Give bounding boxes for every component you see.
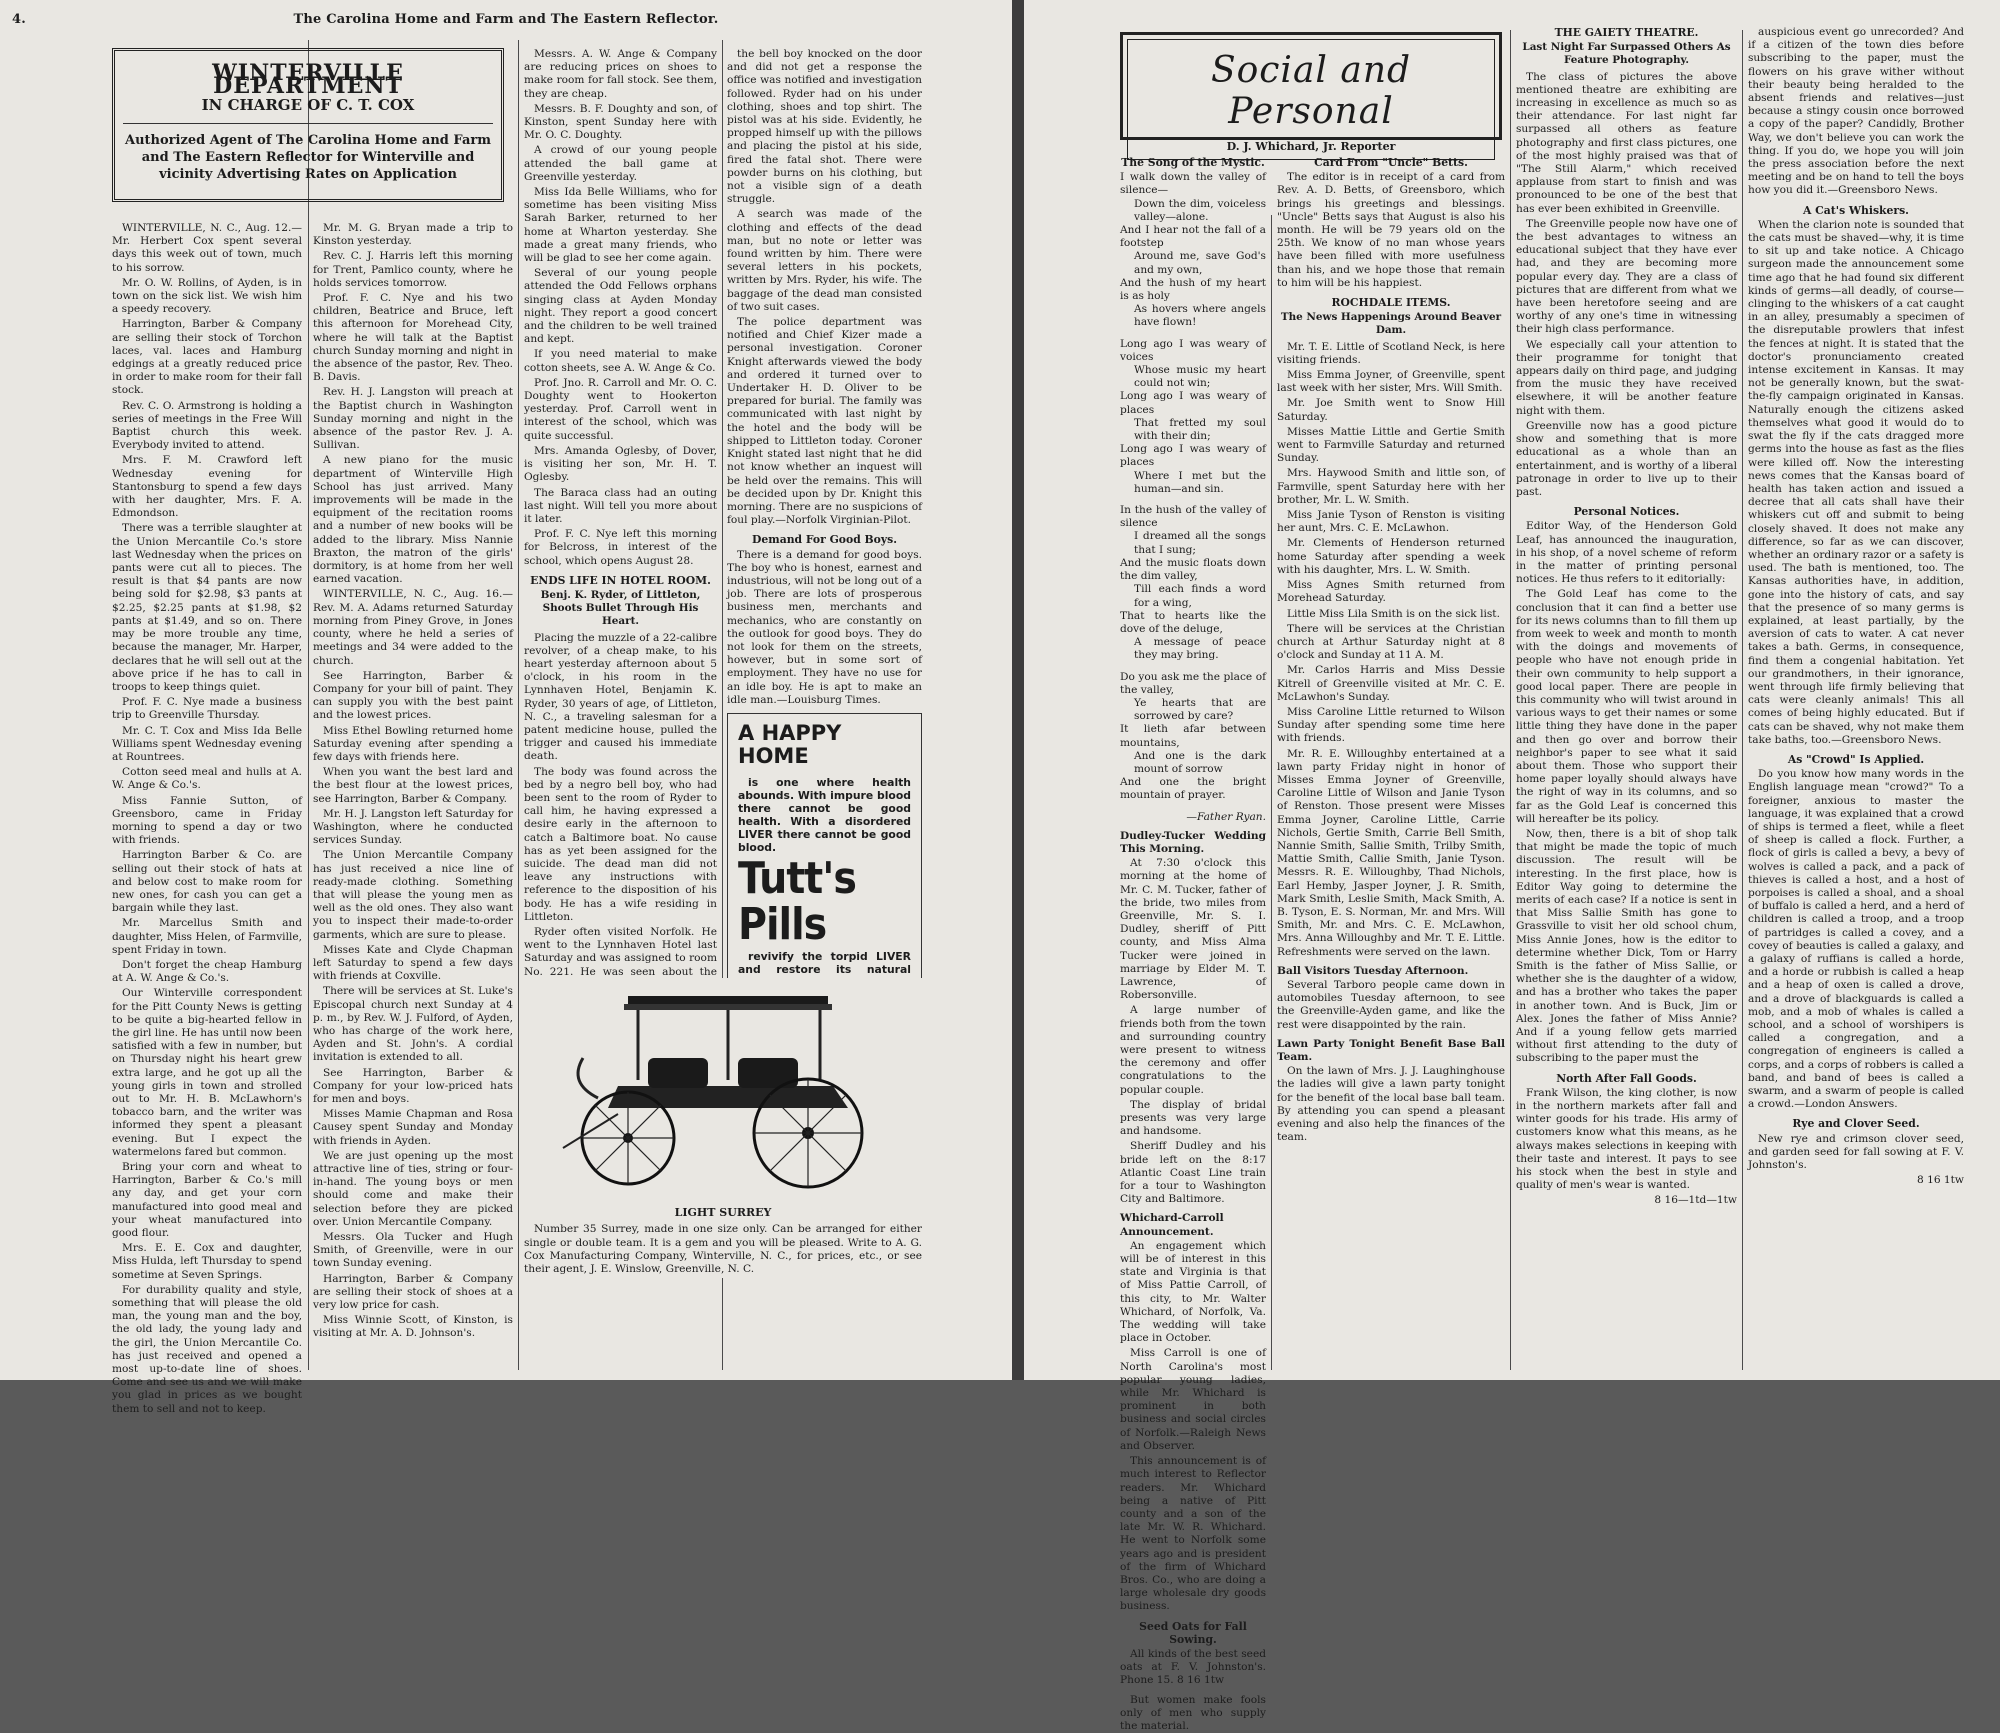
poem-author: —Father Ryan. bbox=[1186, 810, 1266, 823]
right-column-3 bbox=[1516, 26, 1737, 1356]
department-box-wrap bbox=[112, 48, 504, 216]
news-item: Our Winterville correspondent for the Pitt County News is getting to be quite a big-hearted fellow in the girl line. He has until now been satisfied with a few in number, but on Thursday night his heart grew extra large, and he got up all the young girls in town and strolled out to Mr. H. B. McLawhorn's tobacco barn, and the writer was informed they spent a pleasant evening. But I expect the watermelons fared but common. bbox=[112, 987, 302, 1158]
personal-notices-paragraph: The Gold Leaf has come to the conclusion that it can find a better use for its news columns than to fill them up from week to week and month to month with the doings and movements of people who have not enough pride in their own community to help support a good local paper. There are people in this community who will twist around in various ways to get their names or some little thing they have done in the paper and then go over and borrow their neighbor's paper to see what it said about them. Those who support their home paper loyally should always have the right of way in its columns, and so far as the Gold Leaf is concerned this will hereafter be its policy. bbox=[1516, 588, 1737, 825]
poem-line: Where I met but the human—and sin. bbox=[1134, 469, 1266, 495]
crowd-text: Do you know how many words in the English language mean "crowd?" To a foreigner, anxious to master the language, it was explained that a crowd of ships is termed a fleet, while a fleet of sheep is called a flock. Further, a flock of girls is called a bevy, a bevy of wolves is called a pack, and a pack of thieves is called a host, and a host of porpoises is called a shoal, and a shoal of buffalo is called a herd, and a herd of children is called a troop, and a troop of partridges is called a covey, and a covey of beauties is called a galaxy, and a galaxy of ruffians is called a horde, and a horde or rubbish is called a heap and a heap of oxen is called a drove, and a drove of blackguards is called a mob, and a mob of whales is called a school, and a school of worshipers is called a congregation, and a congregation of engineers is called a corps, and a corps of robbers is called a band, and band of bees is called a swarm, and a swarm of people is called a crowd.—London Answers. bbox=[1748, 768, 1964, 1111]
rochdale-item: Mr. R. E. Willoughby entertained at a lawn party Friday night in honor of Misses Emma Joyner of Greenville, Caroline Little of Wilson and Janie Tyson of Renston. Those present were Misses Emma Joyner, Caroline Little, Carrie Nichols, Gertie Smith, Carrie Bell Smith, Nannie Smith, Sallie Smith, Trilby Smith, Mattie Smith, Callie Smith, Janie Tyson. Messrs. R. E. Willoughby, Thad Nichols, Earl Hemby, Jasper Joyner, J. R. Smith, Mark Smith, Leslie Smith, Mack Smith, A. B. Tyson, E. S. Norman, Mr. and Mrs. Will Smith, Mr. and Mrs. C. E. McLawhon, Mrs. Anna Willoughby and Mr. T. E. Little. Refreshments were served on the lawn. bbox=[1277, 747, 1505, 958]
north-text: Frank Wilson, the king clother, is now in the northern markets after fall and winter goods for his trade. His army of customers know what this means, as he always makes selections in keeping with their taste and interest. It pays to see his stock when the best in style and quality of men's wear is wanted. bbox=[1516, 1086, 1737, 1192]
poem-line: Long ago I was weary of places bbox=[1120, 443, 1266, 469]
rochdale-item: Miss Caroline Little returned to Wilson Sunday after spending some time here with friends. bbox=[1277, 705, 1505, 745]
dudley-paragraph: The display of bridal presents was very large and handsome. bbox=[1120, 1098, 1266, 1138]
surrey-ad bbox=[524, 978, 922, 1278]
news-item: There will be services at St. Luke's Episcopal church next Sunday at 4 p. m., by Rev. W. J. Fulford, of Ayden, who has charge of the work here, Ayden and St. John's. A cordial invitation is extended to all. bbox=[313, 985, 513, 1064]
news-item: If you need material to make cotton sheets, see A. W. Ange & Co. bbox=[524, 348, 717, 374]
news-item: Rev. C. O. Armstrong is holding a series of meetings in the Free Will Baptist church this week. Everybody invited to attend. bbox=[112, 399, 302, 452]
divider bbox=[123, 123, 493, 124]
social-reporter: D. J. Whichard, Jr. Reporter bbox=[1226, 140, 1396, 153]
page-number: 4. bbox=[12, 12, 26, 27]
poem-line: Long ago I was weary of voices bbox=[1120, 337, 1266, 363]
personal-notices-headline: Personal Notices. bbox=[1573, 505, 1680, 519]
poem-line: In the hush of the valley of silence bbox=[1120, 504, 1266, 530]
news-item: Don't forget the cheap Hamburg at A. W. Ange & Co.'s. bbox=[112, 958, 302, 985]
seed-oats-headline: Seed Oats for Fall Sowing. bbox=[1139, 1619, 1247, 1646]
rochdale-item: Mr. Joe Smith went to Snow Hill Saturday. bbox=[1277, 397, 1505, 423]
news-item: See Harrington, Barber & Company for your low-priced hats for men and boys. bbox=[313, 1066, 513, 1105]
poem-line: A message of peace they may bring. bbox=[1134, 636, 1266, 662]
news-item: Mrs. Amanda Oglesby, of Dover, is visiting her son, Mr. H. T. Oglesby. bbox=[524, 444, 717, 484]
news-item: Mr. C. T. Cox and Miss Ida Belle Williams spent Wednesday evening at Rountrees. bbox=[112, 724, 302, 763]
running-head bbox=[0, 12, 1012, 27]
poem-line: As hovers where angels have flown! bbox=[1134, 303, 1266, 329]
social-title: Social and Personal bbox=[1210, 50, 1412, 132]
poem-line: And the music floats down the dim valley, bbox=[1120, 556, 1266, 583]
news-item: Harrington, Barber & Company are selling their stock of Torchon laces, val. laces and Hamburg edgings at a greatly reduced price in order to make room for their fall stock. bbox=[112, 318, 302, 397]
department-title: WINTERVILLE DEPARTMENT bbox=[212, 60, 404, 100]
poem-line: Do you ask me the place of the valley, bbox=[1120, 670, 1266, 696]
boys-headline: Demand For Good Boys. bbox=[752, 533, 897, 547]
story-paragraph: The police department was notified and Chief Kizer made a personal investigation. Coroner Knight afterwards viewed the body and ordered it turned over to Undertaker H. D. Oliver to be prepared for burial. The family was communicated with last night by the hotel and the body will be shipped to Littleton today. Coroner Knight stated last night that he did not know whether an inquest will be held over the remains. This will be decided upon by Dr. Knight this morning. There are no suspicions of foul play.—Norfolk Virginian-Pilot. bbox=[727, 316, 922, 527]
news-item: When you want the best lard and the best flour at the lowest prices, see Harrington, Barber & Company. bbox=[313, 766, 513, 805]
col-continuation: auspicious event go unrecorded? And if a citizen of the town dies before subscribing to the paper, must the flowers on his grave wither without their beauty being heralded to the absent friends and relatives—just because a stingy cousin once borrowed a copy of the paper? Candidly, Brother Way, we don't believe you can work the thing. If you do, we hope you will join the press association before the next meeting and be on hand to tell the boys how you did it.—Greensboro News. bbox=[1748, 26, 1964, 197]
column-rule bbox=[1742, 30, 1743, 1370]
whichard-paragraph: An engagement which will be of interest in this state and Virginia is that of Miss Pattie Carroll, of this city, to Mr. Walter Whichard, of Norfolk, Va. The wedding will take place in October. bbox=[1120, 1239, 1266, 1345]
right-column-4 bbox=[1748, 26, 1964, 1356]
rochdale-item: Miss Janie Tyson of Renston is visiting her aunt, Mrs. C. E. McLawhon. bbox=[1277, 509, 1505, 535]
story-paragraph: A search was made of the clothing and effects of the dead man, but no note or letter was found written by him. There were several letters in his pockets, written by Mrs. Ryder, his wife. The baggage of the dead man consisted of two suit cases. bbox=[727, 208, 922, 313]
poem-line: And the hush of my heart is as holy bbox=[1120, 276, 1266, 303]
north-tag: 8 16—1td—1tw bbox=[1654, 1194, 1737, 1207]
news-item: We are just opening up the most attractive line of ties, string or four-in-hand. The young boys or men should come and make their selection before they are picked over. Union Mercantile Company. bbox=[313, 1149, 513, 1228]
news-item: There was a terrible slaughter at the Union Mercantile Co.'s store last Wednesday when the prices on pants were cut all to pieces. The result is that $4 pants are now being sold for $2.98, $3 pants at $2.25, $2.25 pants at $1.98, $2 pants at $1.49, and so on. There may be more trouble any time, because the manager, Mr. Harper, declares that he will sell out at the above price if he has to call in troops to keep things quiet. bbox=[112, 522, 302, 693]
ad-tagline: revivify the torpid LIVER and restore its natural bbox=[738, 949, 911, 976]
poem-line: Till each finds a word for a wing, bbox=[1134, 583, 1266, 609]
right-page bbox=[1024, 0, 2000, 1732]
news-item: Messrs. B. F. Doughty and son, of Kinston, spent Sunday here with Mr. O. C. Doughty. bbox=[524, 102, 717, 142]
gaiety-paragraph: We especially call your attention to their programme for tonight that appears daily on third page, and judging from the music they have received elsewhere, it will be another feature night with them. bbox=[1516, 338, 1737, 417]
personal-notices-paragraph: Editor Way, of the Henderson Gold Leaf, has announced the inauguration, in his shop, of a novel scheme of reform in the matter of printing personal notices. He thus refers to it editorially: bbox=[1516, 520, 1737, 586]
poem-line: It lieth afar between mountains, bbox=[1120, 723, 1266, 749]
news-item: Miss Winnie Scott, of Kinston, is visiting at Mr. A. D. Johnson's. bbox=[313, 1314, 513, 1340]
news-item: The Union Mercantile Company has just received a nice line of ready-made clothing. Something that will please the young men as well as the old ones. They also want you to inspect their made-to-order garments, which are sure to please. bbox=[313, 849, 513, 941]
seed-oats-extra: But women make fools only of men who supply the material. bbox=[1120, 1693, 1266, 1732]
surrey-text: Number 35 Surrey, made in one size only. Can be arranged for either single or double team. It is a gem and you will be pleased. Write to A. G. Cox Manufacturing Company, Winterville, N. C., for prices, etc., or see their agent, J. E. Winslow, Greenville, N. C. bbox=[524, 1223, 922, 1276]
news-item: Miss Fannie Sutton, of Greensboro, came in Friday morning to spend a day or two with friends. bbox=[112, 794, 302, 847]
rochdale-item: Misses Mattie Little and Gertie Smith went to Farmville Saturday and returned Sunday. bbox=[1277, 425, 1505, 465]
right-column-2 bbox=[1277, 156, 1505, 1356]
north-headline: North After Fall Goods. bbox=[1556, 1071, 1697, 1085]
news-item: WINTERVILLE, N. C., Aug. 12.—Mr. Herbert Cox spent several days this week out of town, much to his sorrow. bbox=[112, 222, 302, 274]
poem-line: Down the dim, voiceless valley—alone. bbox=[1134, 197, 1266, 223]
ad-headline: A HAPPY HOME bbox=[738, 720, 842, 768]
ad-body: is one where health abounds. With impure blood there cannot be good health. With a disordered LIVER there cannot be good blood. bbox=[738, 775, 911, 854]
gaiety-subheadline: Last Night Far Surpassed Others As Feature Photography. bbox=[1522, 41, 1731, 67]
right-column-1 bbox=[1120, 156, 1266, 1732]
news-item: A crowd of our young people attended the ball game at Greenville yesterday. bbox=[524, 144, 717, 183]
dudley-paragraph: Sheriff Dudley and his bride left on the 8:17 Atlantic Coast Line train for a tour to Washington City and Baltimore. bbox=[1120, 1140, 1266, 1206]
whiskers-text: When the clarion note is sounded that the cats must be shaved—why, it is time to sit up and take notice. A Chicago surgeon made the announcement some time ago that he had found six different kinds of germs—all deadly, of course—clinging to the whiskers of a cat caught in an alley, presumably a specimen of the disreputable prowlers that infest the fences at night. It is stated that the doctor's pronunciamento created intense excitement in Kansas. It may not be generally known, but the swat-the-fly campaign originated in Kansas. Naturally enough the citizens asked themselves what good it would do to swat the fly if the cats dragged more germs into the house as fast as the flies were killed off. Now the interesting news comes that the Kansas board of health has taken action and issued a decree that all cats shall have their whiskers cut off and submit to being closely shaved. It does not make any difference, so far as we can discover, whether an ordinary razor or a safety is used. The bath is mentioned, too. The Kansas authorities have, in addition, gone into the history of cats, and say that the presence of so many germs is explained, at least partially, by the aversion of cats to water. A cat never takes a bath. Germs, in consequence, find them a congenial habitation. Yet our grandmothers, in their ignorance, went through life firmly believing that cats were cleanly animals! This all comes of being highly educated. But if cats can be shaved, why not make them take baths, too.—Greensboro News. bbox=[1748, 218, 1964, 746]
rye-tag: 8 16 1tw bbox=[1916, 1174, 1964, 1187]
carriage-illustration bbox=[558, 988, 888, 1198]
rochdale-subheadline: The News Happenings Around Beaver Dam. bbox=[1280, 311, 1502, 337]
news-item: Prof. Jno. R. Carroll and Mr. O. C. Doughty went to Hookerton yesterday. Prof. Carroll went in interest of the school, which was quite successful. bbox=[524, 376, 717, 442]
left-page bbox=[0, 0, 1012, 1415]
news-item: Messrs. A. W. Ange & Company are reducing prices on shoes to make room for fall stock. See them, they are cheap. bbox=[524, 48, 717, 100]
news-item: Misses Mamie Chapman and Rosa Causey spent Sunday and Monday with friends in Ayden. bbox=[313, 1108, 513, 1147]
poem-line: And I hear not the fall of a footstep bbox=[1120, 224, 1266, 250]
lawn-text: On the lawn of Mrs. J. J. Laughinghouse the ladies will give a lawn party tonight for the benefit of the local base ball team. By attending you can spend a pleasant evening and also help the finances of the team. bbox=[1277, 1065, 1505, 1144]
rochdale-item: Mr. T. E. Little of Scotland Neck, is here visiting friends. bbox=[1277, 340, 1505, 366]
rochdale-item: Mr. Carlos Harris and Miss Dessie Kitrell of Greenville visited at Mr. C. E. McLawhon's Sunday. bbox=[1277, 664, 1505, 703]
news-item: Harrington, Barber & Company are selling their stock of shoes at a very low price for cash. bbox=[313, 1272, 513, 1312]
gaiety-headline: THE GAIETY THEATRE. bbox=[1554, 26, 1699, 39]
news-item: Several of our young people attended the Odd Fellows orphans singing class at Ayden Monday night. They report a good concert and the children to be well trained and kept. bbox=[524, 267, 717, 346]
poem-line: Around me, save God's and my own, bbox=[1134, 250, 1266, 276]
news-item: Messrs. Ola Tucker and Hugh Smith, of Greenville, were in our town Sunday evening. bbox=[313, 1231, 513, 1270]
left-column-2 bbox=[313, 222, 513, 1372]
department-masthead bbox=[112, 48, 504, 202]
poem-stanza bbox=[1120, 171, 1266, 329]
news-item: See Harrington, Barber & Company for your bill of paint. They can supply you with the best paint and the lowest prices. bbox=[313, 669, 513, 722]
poem-line: And one the bright mountain of prayer. bbox=[1120, 776, 1266, 802]
news-item: Misses Kate and Clyde Chapman left Saturday to spend a few days with friends at Coxville. bbox=[313, 943, 513, 983]
dudley-paragraph: A large number of friends both from the town and surrounding country were present to witness the ceremony and offer congratulations to the popular couple. bbox=[1120, 1004, 1266, 1096]
news-item: Harrington Barber & Co. are selling out their stock of hats at and below cost to make room for new ones, for cash you can get a bargain while they last. bbox=[112, 849, 302, 915]
gaiety-paragraph: Greenville now has a good picture show and something that is more educational as a whole than an entertainment, and is worthy of a liberal patronage in order to live up to their past. bbox=[1516, 419, 1737, 498]
poem-line: And one is the dark mount of sorrow bbox=[1134, 749, 1266, 775]
news-item: Mr. H. J. Langston left Saturday for Washington, where he conducted services Sunday. bbox=[313, 807, 513, 847]
crowd-headline: As "Crowd" Is Applied. bbox=[1787, 752, 1925, 766]
poem-title: The Song of the Mystic. bbox=[1121, 156, 1265, 169]
news-item: Mrs. E. E. Cox and daughter, Miss Hulda, left Thursday to spend sometime at Seven Springs. bbox=[112, 1242, 302, 1281]
column-rule bbox=[308, 40, 309, 1370]
rochdale-item: Miss Agnes Smith returned from Morehead Saturday. bbox=[1277, 579, 1505, 605]
poem-line: Ye hearts that are sorrowed by care? bbox=[1134, 696, 1266, 723]
poem bbox=[1120, 171, 1266, 802]
column-rule bbox=[1510, 30, 1511, 1370]
ad-product-name: Tutt's Pills bbox=[738, 852, 856, 950]
story-paragraph: Ryder often visited Norfolk. He went to the Lynnhaven Hotel last Saturday and was assigned to room No. 221. He was seen about the bbox=[524, 926, 717, 978]
news-item: WINTERVILLE, N. C., Aug. 16.—Rev. M. A. Adams returned Saturday morning from Piney Grove, in Jones county, where he held a series of meetings and 34 were added to the church. bbox=[313, 588, 513, 667]
news-item: Mr. O. W. Rollins, of Ayden, is in town on the sick list. We wish him a speedy recovery. bbox=[112, 276, 302, 316]
page-gutter bbox=[1012, 0, 1024, 1380]
poem-stanza bbox=[1120, 338, 1266, 496]
seed-oats-text: All kinds of the best seed oats at F. V. Johnston's. Phone 15. 8 16 1tw bbox=[1120, 1647, 1266, 1687]
news-item: Miss Ethel Bowling returned home Saturday evening after spending a few days with friends here. bbox=[313, 724, 513, 763]
poem-line: I dreamed all the songs that I sung; bbox=[1134, 530, 1266, 556]
rochdale-item: There will be services at the Christian church at Arthur Saturday night at 8 o'clock and Sunday at 11 A. M. bbox=[1277, 622, 1505, 662]
column-rule bbox=[518, 40, 519, 1370]
news-item: Prof. F. C. Nye made a business trip to Greenville Thursday. bbox=[112, 696, 302, 722]
whichard-paragraph: This announcement is of much interest to Reflector readers. Mr. Whichard being a native of Pitt county and a son of the late Mr. W. R. Whichard. He went to Norfolk some years ago and is president of the firm of Whichard Bros. Co., who are doing a large wholesale dry goods business. bbox=[1120, 1455, 1266, 1613]
rye-text: New rye and crimson clover seed, and garden seed for fall sowing at F. V. Johnston's. bbox=[1748, 1132, 1964, 1172]
surrey-illustration bbox=[524, 988, 922, 1219]
whichard-paragraph: Miss Carroll is one of North Carolina's most popular young ladies, while Mr. Whichard is prominent in both business and social circles of Norfolk.—Raleigh News and Observer. bbox=[1120, 1347, 1266, 1452]
boys-text: There is a demand for good boys. The boy who is honest, earnest and industrious, will not be long out of a job. There are lots of prosperous business men, merchants and mechanics, who are constantly on the outlook for good boys. They do not look for them on the streets, however, but in some sort of employment. They have no use for an idle boy. He is apt to make an idle man.—Louisburg Times. bbox=[727, 548, 922, 706]
running-head-title: The Carolina Home and Farm and The Eastern Reflector. bbox=[293, 12, 719, 27]
rochdale-headline: ROCHDALE ITEMS. bbox=[1331, 296, 1451, 310]
story-headline: ENDS LIFE IN HOTEL ROOM. bbox=[530, 573, 711, 587]
ball-text: Several Tarboro people came down in automobiles Tuesday afternoon, to see the Greenville-Ayden game, and like the rest were disappointed by the rain. bbox=[1277, 978, 1505, 1031]
department-agent-notice: Authorized Agent of The Carolina Home and Farm and The Eastern Reflector for Winterville and vicinity Advertising Rates on Application bbox=[125, 132, 491, 182]
lawn-headline: Lawn Party Tonight Benefit Base Ball Team. bbox=[1277, 1037, 1505, 1063]
story-subheadline: Benj. K. Ryder, of Littleton, Shoots Bullet Through His Heart. bbox=[540, 588, 701, 628]
news-item: Cotton seed meal and hulls at A. W. Ange & Co.'s. bbox=[112, 766, 302, 792]
news-item: Prof. F. C. Nye left this morning for Belcross, in interest of the school, which opens August 28. bbox=[524, 528, 717, 567]
poem-stanza bbox=[1120, 671, 1266, 803]
poem-line: That fretted my soul with their din; bbox=[1134, 416, 1266, 443]
rochdale-item: Mrs. Haywood Smith and little son, of Farmville, spent Saturday here with her brother, Mr. L. W. Smith. bbox=[1277, 467, 1505, 506]
story-paragraph: The body was found across the bed by a negro bell boy, who had been sent to the room of Ryder to call him, he having expressed a desire early in the afternoon to catch a Baltimore boat. No cause has as yet been assigned for the suicide. The dead man did not leave any instructions with reference to the disposition of his body. He has a wife residing in Littleton. bbox=[524, 765, 717, 923]
ball-headline: Ball Visitors Tuesday Afternoon. bbox=[1277, 964, 1469, 977]
news-item: Mr. Marcellus Smith and daughter, Miss Helen, of Farmville, spent Friday in town. bbox=[112, 917, 302, 956]
dudley-headline: Dudley-Tucker Wedding This Morning. bbox=[1120, 829, 1266, 855]
social-masthead-inner bbox=[1127, 39, 1495, 160]
poem-stanza bbox=[1120, 504, 1266, 662]
rochdale-item: Miss Emma Joyner, of Greenville, spent last week with her sister, Mrs. Will Smith. bbox=[1277, 369, 1505, 395]
rochdale-item: Little Miss Lila Smith is on the sick list. bbox=[1287, 607, 1500, 620]
rochdale-item: Mr. Clements of Henderson returned home Saturday after spending a week with his daughter, Mrs. L. W. Smith. bbox=[1277, 537, 1505, 576]
news-item: Prof. F. C. Nye and his two children, Beatrice and Bruce, left this afternoon for Morehead City, where he will talk at the Baptist church Sunday morning and night in the absence of the pastor, Rev. Theo. B. Davis. bbox=[313, 292, 513, 384]
whichard-headline: Whichard-Carroll Announcement. bbox=[1120, 1212, 1224, 1238]
news-item: A new piano for the music department of Winterville High School has just arrived. Many improvements will be made in the equipment of the recitation rooms and a number of new books will be added to the library. Miss Nannie Braxton, the matron of the girls' dormitory, is at home from her well earned vacation. bbox=[313, 454, 513, 586]
gaiety-paragraph: The class of pictures the above mentioned theatre are exhibiting are increasing in excellence as much so as their attendance. For last night far surpassed all others as feature photography and first class pictures, one of the most highly praised was that of "The Still Alarm," which received applause from start to finish and was pronounced to be one of the best that has ever been exhibited in Greenville. bbox=[1516, 70, 1737, 215]
news-item: For durability quality and style, something that will please the old man, the young man and the boy, the old lady, the young lady and the girl, the Union Mercantile Co. has just received and opened a most up-to-date line of shoes. Come and see us and we will make you glad in prices as we bought them to sell and not to keep. bbox=[112, 1283, 302, 1415]
personal-notices-paragraph: Now, then, there is a bit of shop talk that might be made the topic of much discussion. The result will be interesting. In the first place, how is Editor Way going to determine the merits of each case? If a notice is sent in that Miss Sallie Smith has gone to Grassville to visit her old school chum, Miss Annie Jones, how is the editor to determine whether Dick, Tom or Harry Smith is the father of Miss Sallie, or whether she is the daughter of a widow, and has a brother who takes the paper in another town. And is Buck, Jim or Alex. Jones the father of Miss Annie? And if a young fellow gets married without first attending to the duty of subscribing to the paper must the bbox=[1516, 827, 1737, 1065]
betts-text: The editor is in receipt of a card from Rev. A. D. Betts, of Greensboro, which brings his greetings and blessings. "Uncle" Betts says that August is also his month. He will be 79 years old on the 25th. We know of no man whose years have been filled with more usefulness than his, and we hope those that remain to him will be his happiest. bbox=[1277, 171, 1505, 289]
poem-line: That to hearts like the dove of the deluge, bbox=[1120, 609, 1266, 635]
department-charge: IN CHARGE OF C. T. COX bbox=[201, 96, 415, 115]
left-column-1 bbox=[112, 222, 302, 1415]
news-item: The Baraca class had an outing last night. Will tell you more about it later. bbox=[524, 486, 717, 525]
dudley-paragraph: At 7:30 o'clock this morning at the home of Mr. C. M. Tucker, father of the bride, two miles from Greenville, Mr. S. I. Dudley, sheriff of Pitt county, and Miss Alma Tucker were joined in marriage by Elder M. T. Lawrence, of Robersonville. bbox=[1120, 857, 1266, 1002]
whiskers-headline: A Cat's Whiskers. bbox=[1803, 203, 1909, 217]
column-rule bbox=[1271, 215, 1272, 1370]
betts-headline: Card From "Uncle" Betts. bbox=[1314, 156, 1468, 169]
poem-line: I walk down the valley of silence— bbox=[1120, 171, 1266, 197]
news-item: Mr. M. G. Bryan made a trip to Kinston yesterday. bbox=[313, 222, 513, 248]
rye-headline: Rye and Clover Seed. bbox=[1792, 1117, 1920, 1131]
poem-line: Whose music my heart could not win; bbox=[1134, 364, 1266, 390]
story-paragraph: the bell boy knocked on the door and did not get a response the office was notified and investigation followed. Ryder had on his under clothing, shoes and top shirt. The pistol was at his side. Evidently, he propped himself up with the pillows and placing the pistol at his side, fired the fatal shot. There were powder burns on his clothing, but not a visible sign of a death struggle. bbox=[727, 48, 922, 206]
story-paragraph: Placing the muzzle of a 22-calibre revolver, of a cheap make, to his heart yesterday afternoon about 5 o'clock, in his room in the Lynnhaven Hotel, Benjamin K. Ryder, 30 years of age, of Littleton, N. C., a traveling salesman for a patent medicine house, pulled the trigger and caused his immediate death. bbox=[524, 631, 717, 763]
news-item: Rev. H. J. Langston will preach at the Baptist church in Washington Sunday morning and night in the absence of the pastor Rev. J. A. Sullivan. bbox=[313, 386, 513, 452]
news-item: Miss Ida Belle Williams, who for sometime has been visiting Miss Sarah Barker, returned to her home at Wharton yesterday. She made a great many friends, who will be glad to see her come again. bbox=[524, 186, 717, 265]
surrey-caption: LIGHT SURREY bbox=[674, 1206, 772, 1220]
social-masthead bbox=[1120, 32, 1502, 153]
poem-line: Long ago I was weary of places bbox=[1120, 390, 1266, 416]
news-item: Mrs. F. M. Crawford left Wednesday evening for Stantonsburg to spend a few days with her daughter, Mrs. F. A. Edmondson. bbox=[112, 454, 302, 520]
gaiety-paragraph: The Greenville people now have one of the best advantages to witness an educational subject that they have ever had, and they are becoming more popular every day. They are a class of pictures that are different from what we have been heretofore seeing and are worthy of any one's time in witnessing their high class performance. bbox=[1516, 217, 1737, 336]
news-item: Bring your corn and wheat to Harrington, Barber & Co.'s mill any day, and get your corn manufactured into good meal and your wheat manufactured into good flour. bbox=[112, 1161, 302, 1240]
news-item: Rev. C. J. Harris left this morning for Trent, Pamlico county, where he holds services tomorrow. bbox=[313, 250, 513, 289]
